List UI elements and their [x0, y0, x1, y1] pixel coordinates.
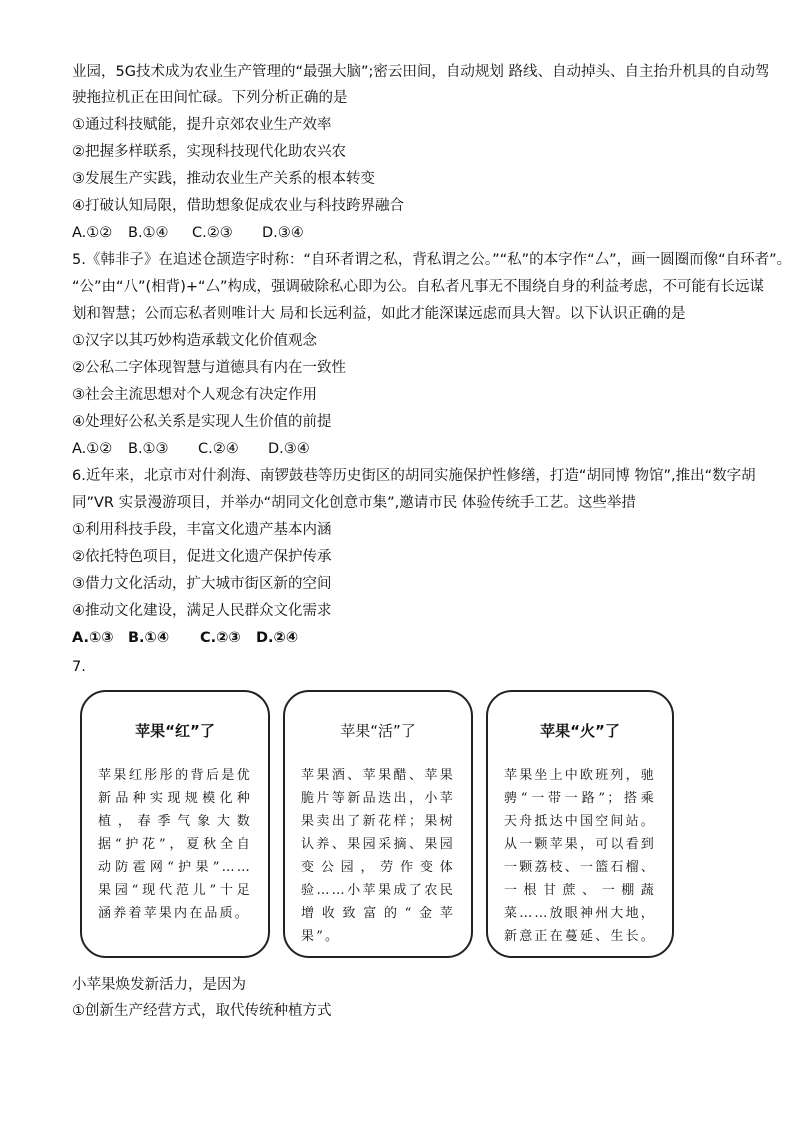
- q5-choices: [72, 439, 310, 459]
- q6-stem-line-1: 6.近年来，北京市对什刹海、南锣鼓巷等历史街区的胡同实施保护性修缮，打造“胡同博 物馆”,推出“数字胡: [72, 468, 756, 484]
- q5-choice-d: D.③④: [268, 441, 310, 457]
- q4-choice-c: C.②③: [192, 225, 233, 241]
- q4-option-4: ④打破认知局限，借助想象促成农业与科技跨界融合: [72, 198, 404, 214]
- card-apple-hot: [486, 690, 674, 958]
- q6-stem-line-2: 同”VR 实景漫游项目，并举办“胡同文化创意市集”,邀请市民 体验传统手工艺。这些举措: [72, 495, 636, 511]
- q6-choice-b: B.①④: [128, 630, 170, 646]
- q4-choice-d: D.③④: [262, 225, 304, 241]
- q4-choices: [72, 223, 304, 243]
- q7-number: 7.: [72, 659, 86, 675]
- q7-option-1: ①创新生产经营方式，取代传统种植方式: [72, 1003, 332, 1019]
- q4-stem-line-1: 业园，5G技术成为农业生产管理的“最强大脑”;密云田间，自动规划 路线、自动掉头、自主抬升机具的自动驾: [72, 64, 770, 80]
- q6-choice-d: D.②④: [256, 630, 299, 646]
- q4-option-3: ③发展生产实践，推动农业生产关系的根本转变: [72, 171, 375, 187]
- q4-choice-b: B.①④: [128, 225, 169, 241]
- q5-choice-a: A.①②: [72, 441, 113, 457]
- q5-choice-b: B.①③: [128, 441, 169, 457]
- card-apple-red: [80, 690, 270, 958]
- card-apple-alive: [283, 690, 473, 958]
- q5-option-1: ①汉字以其巧妙构造承载文化价值观念: [72, 333, 317, 349]
- card-title: 苹果“火”了: [540, 722, 620, 740]
- q5-choice-c: C.②④: [198, 441, 239, 457]
- q7-stem: 小苹果焕发新活力，是因为: [72, 977, 246, 993]
- q6-choice-c: C.②③: [200, 630, 241, 646]
- q6-option-4: ④推动文化建设，满足人民群众文化需求: [72, 603, 332, 619]
- q5-option-3: ③社会主流思想对个人观念有决定作用: [72, 387, 317, 403]
- q5-stem-line-2: “公”由“八”(相背)+“厶”构成，强调破除私心即为公。自私者凡事无不围绕自身的利益考虑，不可能有长远谋: [72, 279, 765, 295]
- q4-option-2: ②把握多样联系，实现科技现代化助农兴农: [72, 144, 346, 160]
- q5-stem-line-3: 划和智慧；公而忘私者则唯计大 局和长远利益，如此才能深谋远虑而具大智。以下认识正确的是: [72, 306, 686, 322]
- q6-choices: [72, 628, 298, 648]
- q6-option-3: ③借力文化活动，扩大城市街区新的空间: [72, 576, 332, 592]
- q5-option-4: ④处理好公私关系是实现人生价值的前提: [72, 414, 332, 430]
- q4-option-1: ①通过科技赋能，提升京郊农业生产效率: [72, 117, 332, 133]
- card-title: 苹果“活”了: [340, 722, 416, 740]
- q6-option-1: ①利用科技手段，丰富文化遗产基本内涵: [72, 522, 332, 538]
- q4-stem-line-2: 驶拖拉机正在田间忙碌。下列分析正确的是: [72, 90, 348, 106]
- q5-stem-line-1: 5.《韩非子》在追述仓颉造字时称：“自环者谓之私，背私谓之公。”“私”的本字作“厶”，画一圆圈而像“自环者”。: [72, 252, 792, 268]
- q6-option-2: ②依托特色项目，促进文化遗产保护传承: [72, 549, 332, 565]
- card-body: 苹果酒、苹果醋、苹果脆片等新品迭出，小苹果卖出了新花样；果树认养、果园采摘、果园变公园，劳作变体验……小苹果成了农民增收致富的“金苹果”。: [301, 768, 455, 944]
- q4-choice-a: A.①②: [72, 225, 113, 241]
- card-title: 苹果“红”了: [135, 722, 215, 740]
- q6-choice-a: A.①③: [72, 630, 114, 646]
- card-body: 苹果坐上中欧班列，驰骋“一带一路”；搭乘天舟抵达中国空间站。从一颗苹果，可以看到一颗荔枝、一篮石榴、一根甘蔗、一棚蔬菜……放眼神州大地，新意正在蔓延、生长。: [504, 768, 657, 944]
- card-body: 苹果红彤彤的背后是优新品种实现规模化种植，春季气象大数据“护花”，夏秋全自动防雹网“护果”……果园“现代范儿”十足涵养着苹果内在品质。: [98, 768, 252, 921]
- q5-option-2: ②公私二字体现智慧与道德具有内在一致性: [72, 360, 346, 376]
